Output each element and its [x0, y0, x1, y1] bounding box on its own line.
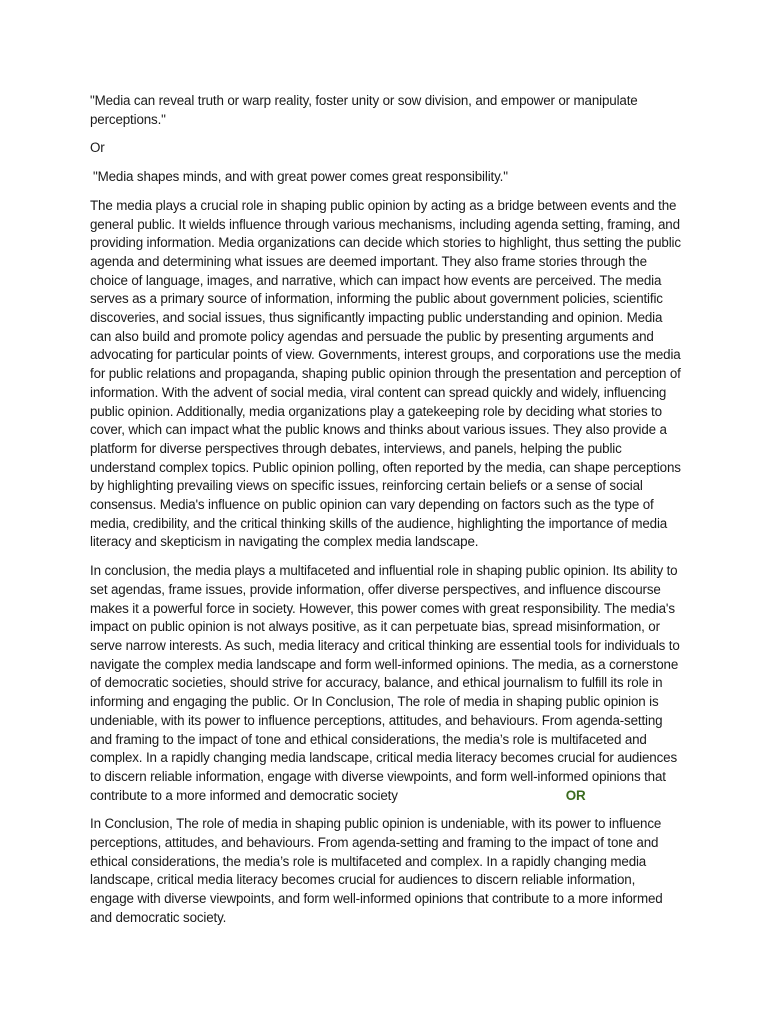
conclusion-1-text: In conclusion, the media plays a multifaceted and influential role in shaping public opinion. Its ability to set agendas, frame issues, provide information, offer diverse perspectives, and influence discourse makes it a powerful force in society. However, this power comes with great responsibility. The media's impact on public opinion is not always positive, as it can perpetuate bias, spread misinformation, or serve narrow interests. As such, media literacy and critical thinking are essential tools for individuals to navigate the complex media landscape and form well-informed opinions. The media, as a cornerstone of democratic societies, should strive for accuracy, balance, and ethical journalism to fulfill its role in informing and engaging the public. Or In Conclusion, The role of media in shaping public opinion is undeniable, with its power to influence perceptions, attitudes, and behaviours. From agenda-setting and framing to the impact of tone and ethical considerations, the media’s role is multifaceted and complex. In a rapidly changing media landscape, critical media literacy becomes crucial for audiences to discern reliable information, engage with diverse viewpoints, and form well-informed opinions that contribute to a more informed and democratic society — [90, 563, 680, 803]
quote-1: "Media can reveal truth or warp reality, foster unity or sow division, and empower or manipulate perceptions." — [90, 93, 638, 127]
quote-2: "Media shapes minds, and with great power comes great responsibility." — [93, 169, 508, 185]
conclusion-paragraph-1 — [90, 562, 682, 805]
body-paragraph: The media plays a crucial role in shaping public opinion by acting as a bridge between events and the general public. It wields influence through various mechanisms, including agenda setting, framing, and providing information. Media organizations can decide which stories to highlight, thus setting the public agenda and determining what issues are deemed important. They also frame stories through the choice of language, images, and narrative, which can impact how events are perceived. The media serves as a primary source of information, informing the public about government policies, scientific discoveries, and social issues, thus significantly impacting public understanding and opinion. Media can also build and promote policy agendas and persuade the public by presenting arguments and advocating for particular points of view. Governments, interest groups, and corporations use the media for public relations and propaganda, shaping public opinion through the presentation and perception of information. With the advent of social media, viral content can spread quickly and widely, influencing public opinion. Additionally, media organizations play a gatekeeping role by deciding what stories to cover, which can impact what the public knows and thinks about various issues. They also provide a platform for diverse perspectives through debates, interviews, and panels, helping the public understand complex topics. Public opinion polling, often reported by the media, can shape perceptions by highlighting prevailing views on specific issues, reinforcing certain beliefs or a sense of social consensus. Media's influence on public opinion can vary depending on factors such as the type of media, credibility, and the critical thinking skills of the audience, highlighting the importance of media literacy and skepticism in navigating the complex media landscape. — [90, 197, 681, 550]
conclusion-paragraph-2: In Conclusion, The role of media in shaping public opinion is undeniable, with its power to influence perceptions, attitudes, and behaviours. From agenda-setting and framing to the impact of tone and ethical considerations, the media’s role is multifaceted and complex. In a rapidly changing media landscape, critical media literacy becomes crucial for audiences to discern reliable information, engage with diverse viewpoints, and form well-informed opinions that contribute to a more informed and democratic society. — [90, 816, 663, 925]
document-page — [90, 92, 682, 938]
or-marker: OR — [565, 787, 586, 803]
or-separator: Or — [90, 140, 105, 156]
